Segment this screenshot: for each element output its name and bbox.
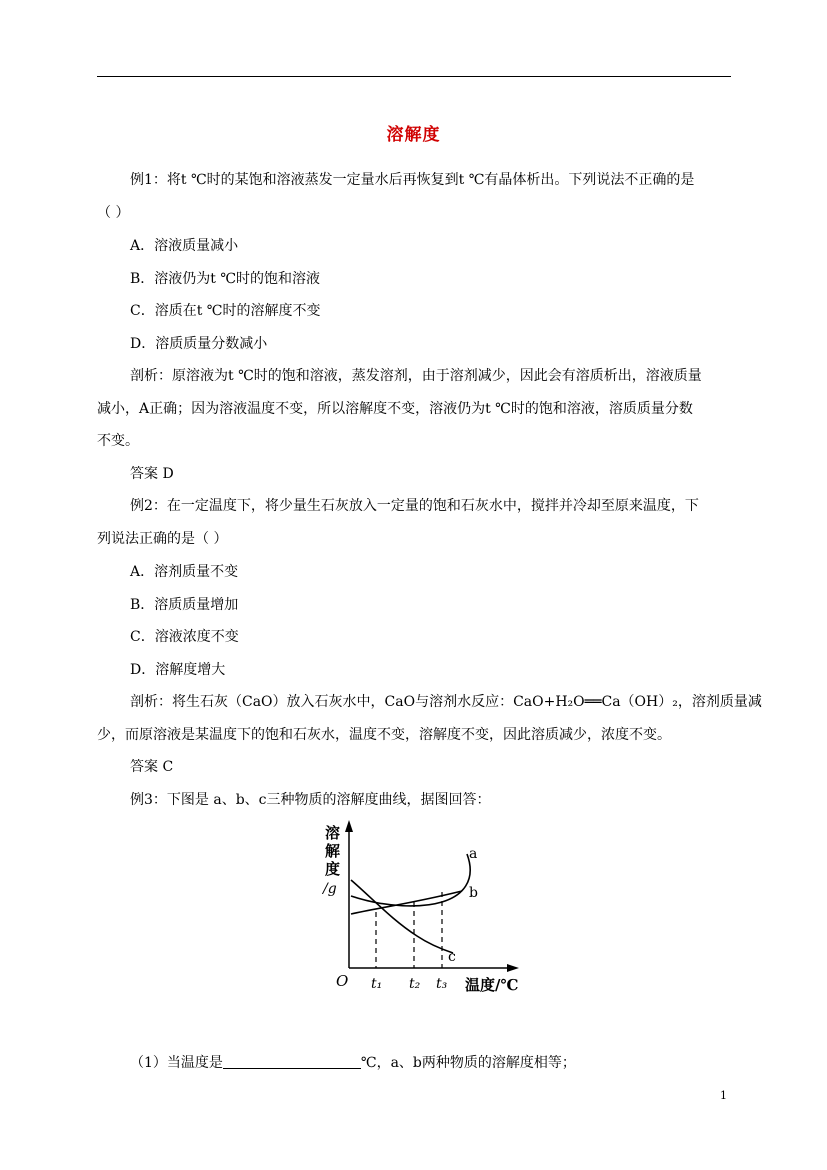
y-label-char1: 溶 [325,824,341,842]
ex2-analysis-line1: 剖析：将生石灰（CaO）放入石灰水中，CaO与溶剂水反应：CaO+H₂O══Ca（OH）₂，溶剂质量减 [130,694,762,710]
ex2-question-line2: 列说法正确的是（ ） [97,531,228,547]
y-axis-arrow [345,820,353,832]
curve-b-label: b [469,885,478,901]
ex2-option-b: B．溶质质量增加 [130,597,239,613]
curve-c [351,880,453,953]
ex3-question1-after: ℃，a、b两种物质的溶解度相等； [360,1055,576,1071]
origin-label: O [336,972,349,990]
ex1-question-line2: （ ） [97,205,130,221]
ex2-question-line1: 例2：在一定温度下，将少量生石灰放入一定量的饱和石灰水中，搅拌并冷却至原来温度，下 [130,498,699,514]
ex2-option-a: A．溶剂质量不变 [130,564,239,580]
page-number: 1 [720,1089,727,1102]
ex1-option-c: C．溶质在t ℃时的溶解度不变 [130,303,321,319]
answer-blank[interactable] [223,1054,361,1069]
ex1-question-line1: 例1：将t ℃时的某饱和溶液蒸发一定量水后再恢复到t ℃有晶体析出。下列说法不正确的是 [130,172,695,188]
y-label-char2: 解 [325,842,341,860]
curve-c-label: c [448,949,456,965]
curve-a-label: a [469,846,478,862]
ex2-option-c: C．溶液浓度不变 [130,629,239,645]
y-label-char3: 度 [325,860,341,878]
ex1-analysis-line2: 减小，A正确；因为溶液温度不变，所以溶解度不变，溶液仍为t ℃时的饱和溶液，溶质质量分数 [97,401,693,417]
tick-t1: t₁ [371,976,383,992]
ex1-option-d: D．溶质质量分数减小 [130,336,268,352]
y-label-unit: /g [323,881,337,897]
ex2-option-d: D．溶解度增大 [130,662,226,678]
solubility-curve-figure [317,816,537,996]
ex1-option-a: A．溶液质量减小 [130,238,239,254]
page-title: 溶解度 [386,125,441,145]
ex3-question1 [130,1054,576,1072]
ex2-analysis-line2: 少，而原溶液是某温度下的饱和石灰水，温度不变，溶解度不变，因此溶质减少，浓度不变。 [97,727,671,743]
ex1-answer: 答案 D [130,466,174,482]
ex2-answer: 答案 C [130,759,174,775]
ex1-analysis-line1: 剖析：原溶液为t ℃时的饱和溶液，蒸发溶剂，由于溶剂减少，因此会有溶质析出，溶液质量 [130,368,702,384]
ex3-intro: 例3：下图是 a、b、c三种物质的溶解度曲线，据图回答： [130,792,491,808]
curve-a [351,854,470,906]
header-rule [97,76,731,77]
tick-t2: t₂ [409,976,421,992]
ex1-analysis-line3: 不变。 [97,433,139,449]
tick-t3: t₃ [436,976,448,992]
x-label: 温度/℃ [465,976,519,994]
x-axis-arrow [507,964,519,972]
ex1-option-b: B．溶液仍为t ℃时的饱和溶液 [130,271,321,287]
ex3-question1-before: （1）当温度是 [130,1055,223,1071]
